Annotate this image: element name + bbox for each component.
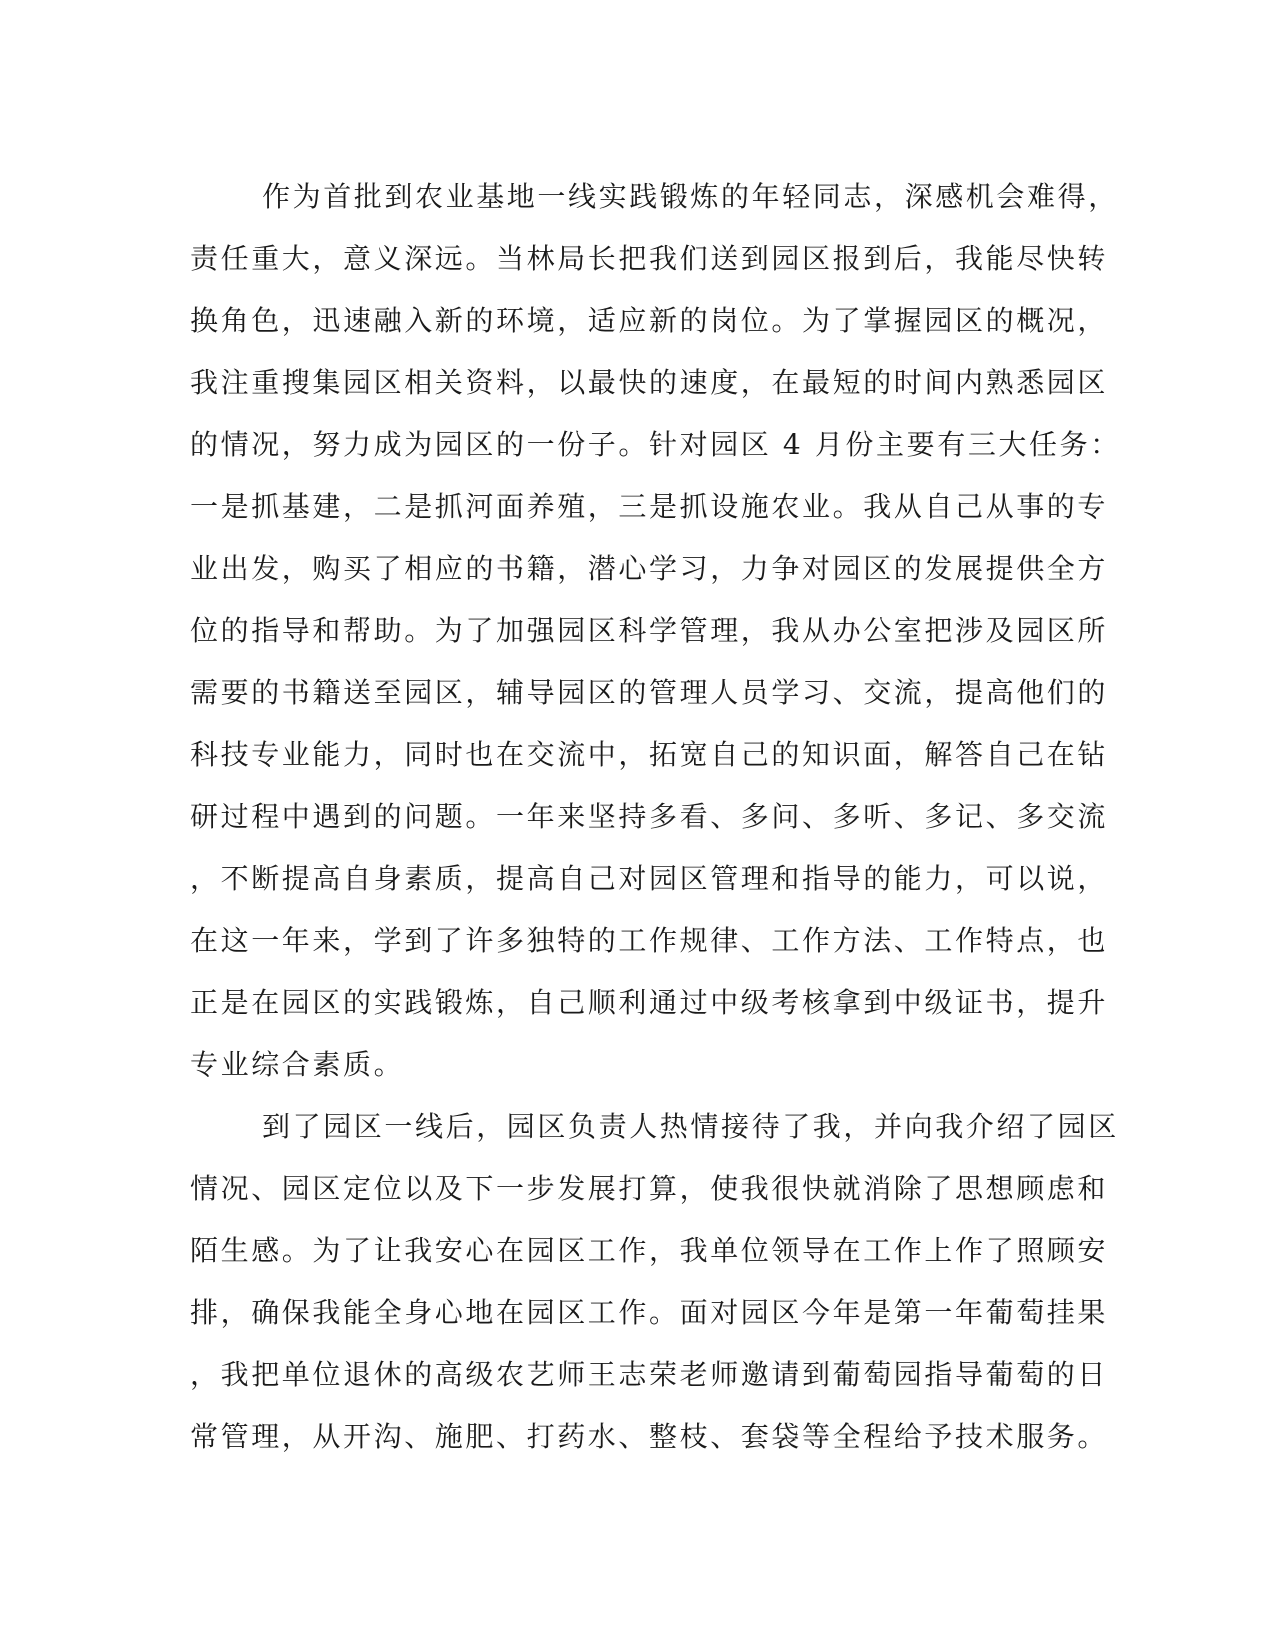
text-line: 需要的书籍送至园区，辅导园区的管理人员学习、交流，提高他们的 — [190, 676, 1109, 709]
text-line: 业出发，购买了相应的书籍，潜心学习，力争对园区的发展提供全方 — [190, 552, 1109, 585]
text-line: 排，确保我能全身心地在园区工作。面对园区今年是第一年葡萄挂果 — [190, 1296, 1109, 1329]
text-line: 在这一年来，学到了许多独特的工作规律、工作方法、工作特点，也 — [190, 924, 1109, 957]
text-line: 正是在园区的实践锻炼，自己顺利通过中级考核拿到中级证书，提升 — [190, 986, 1109, 1019]
text-line: 位的指导和帮助。为了加强园区科学管理，我从办公室把涉及园区所 — [190, 614, 1109, 647]
text-line: 的情况，努力成为园区的一份子。针对园区 4 月份主要有三大任务： — [190, 428, 1121, 461]
paragraph-2 — [190, 1096, 1119, 1468]
text-line: 陌生感。为了让我安心在园区工作，我单位领导在工作上作了照顾安 — [190, 1234, 1109, 1267]
text-line: 责任重大，意义深远。当林局长把我们送到园区报到后，我能尽快转 — [190, 242, 1109, 275]
text-line: 科技专业能力，同时也在交流中，拓宽自己的知识面，解答自己在钻 — [190, 738, 1109, 771]
text-line: 常管理，从开沟、施肥、打药水、整枝、套袋等全程给予技术服务。 — [190, 1420, 1109, 1453]
text-line: 研过程中遇到的问题。一年来坚持多看、多问、多听、多记、多交流 — [190, 800, 1109, 833]
text-line: ，不断提高自身素质，提高自己对园区管理和指导的能力，可以说， — [190, 862, 1109, 895]
text-line: 作为首批到农业基地一线实践锻炼的年轻同志，深感机会难得， — [262, 180, 1119, 213]
text-line: ，我把单位退休的高级农艺师王志荣老师邀请到葡萄园指导葡萄的日 — [190, 1358, 1109, 1391]
body-text — [190, 166, 1121, 1468]
text-line: 我注重搜集园区相关资料，以最快的速度，在最短的时间内熟悉园区 — [190, 366, 1109, 399]
text-line: 专业综合素质。 — [190, 1048, 405, 1081]
text-line: 情况、园区定位以及下一步发展打算，使我很快就消除了思想顾虑和 — [190, 1172, 1109, 1205]
text-line: 一是抓基建，二是抓河面养殖，三是抓设施农业。我从自己从事的专 — [190, 490, 1109, 523]
paragraph-1 — [190, 166, 1121, 1096]
text-line: 换角色，迅速融入新的环境，适应新的岗位。为了掌握园区的概况， — [190, 304, 1109, 337]
text-line: 到了园区一线后，园区负责人热情接待了我，并向我介绍了园区 — [262, 1110, 1119, 1143]
